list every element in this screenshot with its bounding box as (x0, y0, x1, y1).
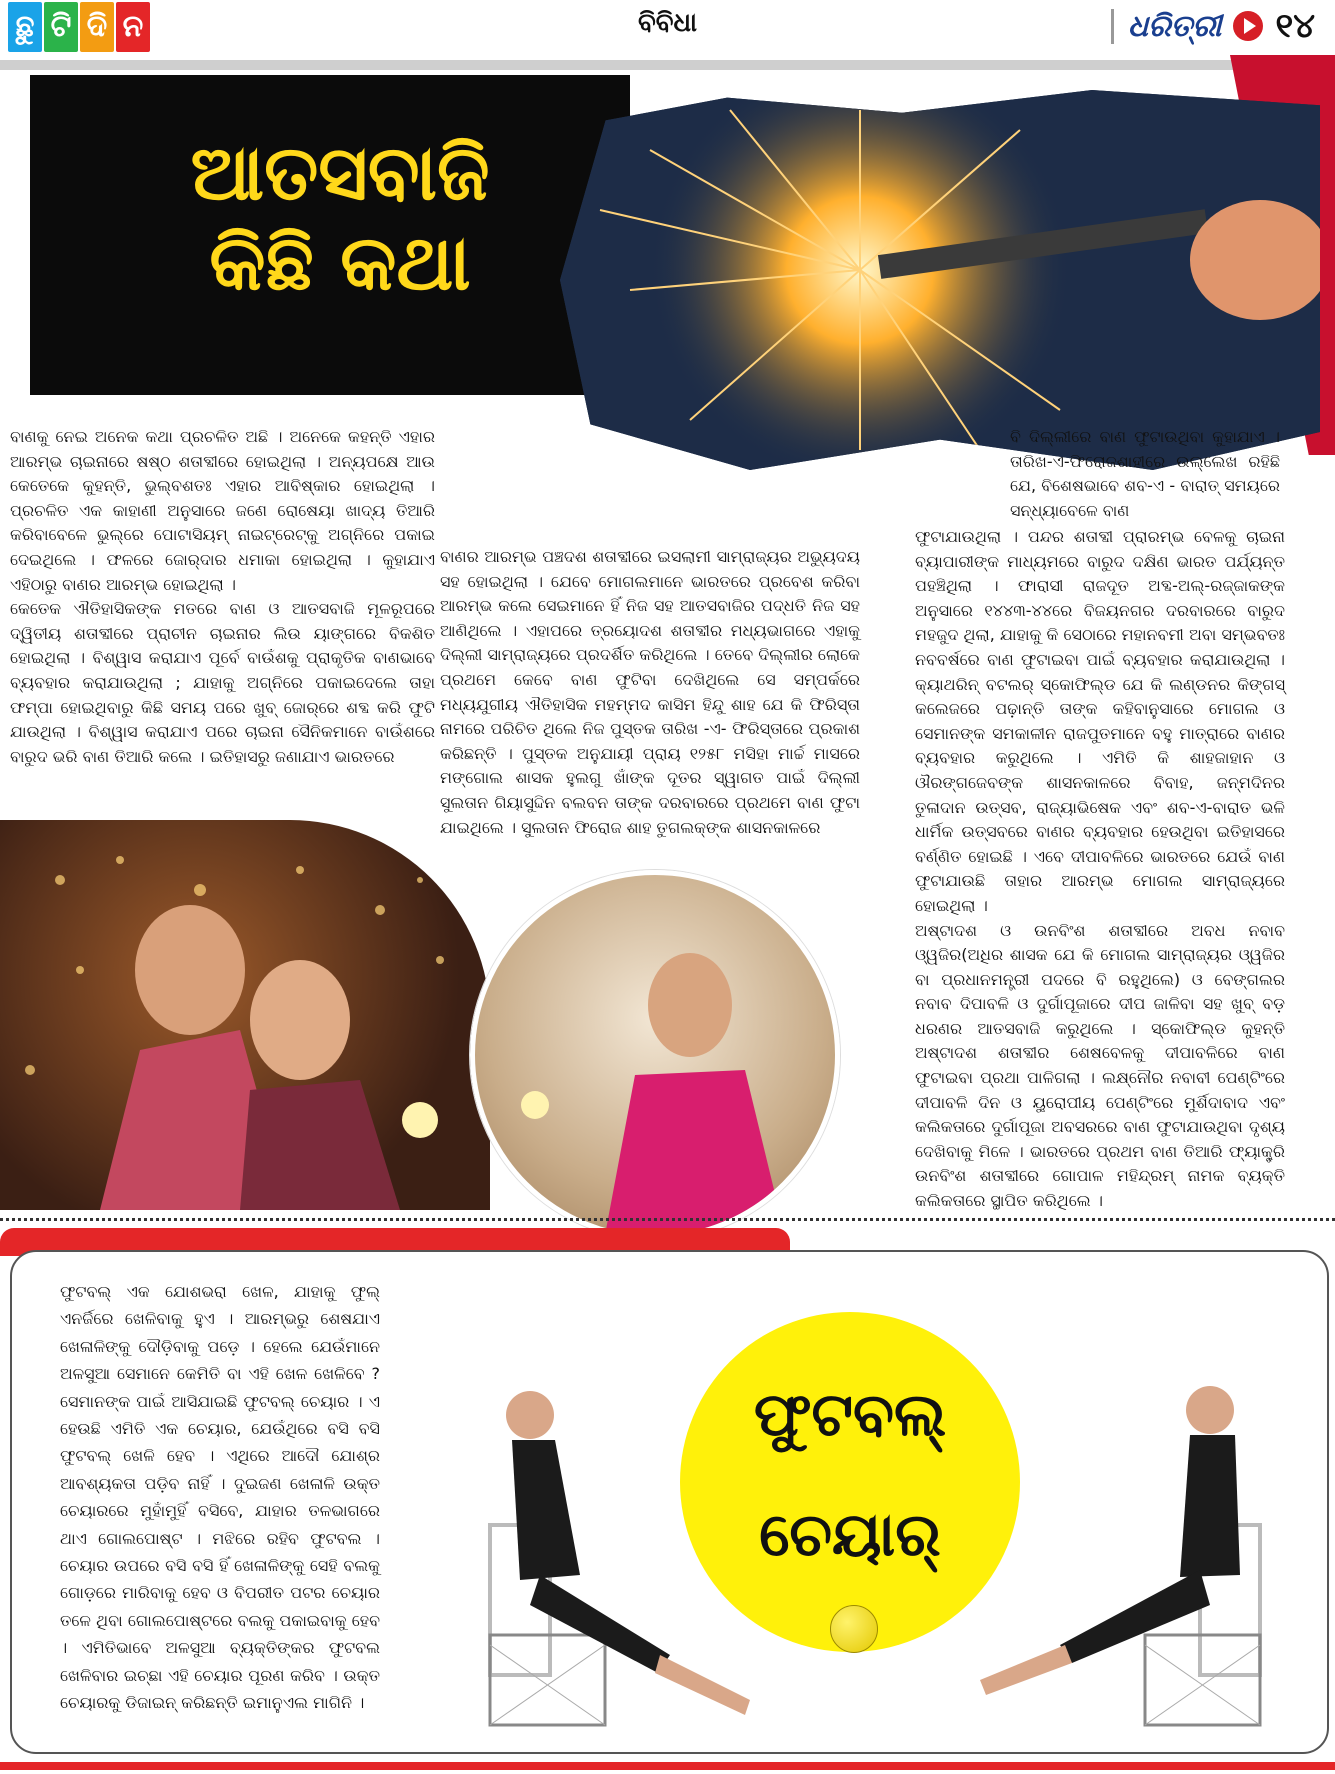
brand-name: ଧରିତ୍ରୀ (1111, 9, 1222, 44)
paragraph: ଅଷ୍ଟାଦଶ ଓ ଉନବିଂଶ ଶତାବ୍ଦୀରେ ଅବଧ ନବାବ ଓ୍ୱଜିର(ଅଧିର ଶାସକ ଯେ କି ମୋଗଲ ସାମ୍ରାଜ୍ୟର ଓ୍ୱଜିର ବା ପ୍ରଧାନମନ୍ତ୍ରୀ ପଦରେ ବି ରହୁଥିଲେ) ଓ ବେଙ୍ଗଲର ନବାବ ଦିପାବଳି ଓ ଦୁର୍ଗାପୂଜାରେ ଦୀପ ଜାଳିବା ସହ ଖୁବ୍ ବଡ଼ ଧରଣର ଆତସବାଜି କରୁଥିଲେ । ସ୍କୋଫିଲ୍ଡ କୁହନ୍ତି ଅଷ୍ଟାଦଶ ଶତାବ୍ଦୀର ଶେଷବେଳକୁ ଦୀପାବଳିରେ ବାଣ ଫୁଟାଇବା ପ୍ରଥା ପାଳିଗଲା । ଲକ୍ଷ୍ନୌର ନବାବୀ ପେଣ୍ଟିଂରେ ଦୀପାବଳି ଦିନ ଓ ୟୁରୋପୀୟ ପେଣ୍ଟିଂରେ ମୁର୍ଶିଦାବାଦ ଏବଂ କଲିକତାରେ ଦୁର୍ଗାପୂଜା ଅବସରରେ ବାଣ ଫୁଟାଯାଉଥିବା ଦୃଶ୍ୟ ଦେଖିବାକୁ ମିଳେ । ଭାରତରେ ପ୍ରଥମ ବାଣ ତିଆରି ଫ୍ୟାକ୍ଟ୍ରି ଉନବିଂଶ ଶତାବ୍ଦୀରେ ଗୋପାଳ ମହିନ୍ଦ୍ରମ୍ ନାମକ ବ୍ୟକ୍ତି କଲିକତାରେ ସ୍ଥାପିତ କରିଥିଲେ । (915, 920, 1285, 1211)
section-divider (0, 1218, 1335, 1221)
logo-letter: ଛୁ (8, 2, 42, 52)
paragraph: ବି ଦିଲ୍ଲୀରେ ବାଣ ଫୁଟାଉଥିବା କୁହାଯାଏ । ତାରିଖ-ଏ-ଫିରୋଜଶାହୀରେ ଉଲ୍ଲେଖ ରହିଛି ଯେ, ବିଶେଷଭାବେ ଶବ-ଏ - ବାରାତ୍ ସମୟରେ ସନ୍ଧ୍ୟାବେଳେ ବାଣ (1010, 427, 1280, 520)
headline-line-2: କିଛି କଥା (209, 218, 471, 307)
sparkler-illustration (560, 90, 1320, 470)
page-number: ୧୪ (1275, 6, 1315, 46)
logo-letter: ଦି (80, 2, 114, 52)
paragraph: ଫୁଟାଯାଉଥିଲା । ପନ୍ଦର ଶତାବ୍ଦୀ ପ୍ରାରମ୍ଭ ବେଳକୁ ଚାଇନା ବ୍ୟାପାରୀଙ୍କ ମାଧ୍ୟମରେ ବାରୁଦ ଦକ୍ଷିଣ ଭାରତ ପର୍ଯ୍ୟନ୍ତ ପହଞ୍ଚିଥିଲା । ଫାରାସୀ ରାଜଦୂତ ଅବ୍ଦ-ଅଲ୍-ରଜ୍ଜାକଙ୍କ ଅନୁସାରେ ୧୪୪୩-୪୪ରେ ବିଜୟନଗର ଦରବାରରେ ବାରୁଦ ମହଜୁଦ ଥିଲା, ଯାହାକୁ କି ସେଠାରେ ମହାନବମୀ ଅବା ସମ୍ଭବତଃ ନବବର୍ଷରେ ବାଣ ଫୁଟାଇବା ପାଇଁ ବ୍ୟବହାର କରାଯାଉଥିଲା । କ୍ୟାଥରିନ୍ ବଟଲର୍ ସ୍କୋଫିଲ୍ଡ ଯେ କି ଲଣ୍ଡନର କିଙ୍ଗସ୍ କଲେଜରେ ପଢ଼ାନ୍ତି ତାଙ୍କ କହିବାନୁସାରେ ମୋଗଲ ଓ ସେମାନଙ୍କ ସମକାଳୀନ ରାଜପୁତମାନେ ବହୁ ମାତ୍ରାରେ ବାଣର ବ୍ୟବହାର କରୁଥିଲେ । ଏମିତି କି ଶାହଜାହାନ ଓ ଔରଙ୍ଗଜେବଙ୍କ ଶାସନକାଳରେ ବିବାହ, ଜନ୍ମଦିନର ତୁଳାଦାନ ଉତ୍ସବ, ରାଜ୍ୟାଭିଷେକ ଏବଂ ଶବ-ଏ-ବାରାତ ଭଳି ଧାର୍ମିକ ଉତ୍ସବରେ ବାଣର ବ୍ୟବହାର ହେଉଥିବା ଇତିହାସରେ ବର୍ଣ୍ଣିତ ହୋଇଛି । ଏବେ ଦୀପାବଳିରେ ଭାରତରେ ଯେଉଁ ବାଣ ଫୁଟାଯାଉଛି ତାହାର ଆରମ୍ଭ ମୋଗଲ ସାମ୍ରାଜ୍ୟରେ ହୋଇଥିଲା । (915, 527, 1285, 915)
diwali-women-photo (0, 820, 490, 1210)
article-column-1 (10, 425, 435, 769)
play-icon (1233, 11, 1263, 41)
masthead-brand (1111, 6, 1315, 46)
paragraph: ବାଣର ଆରମ୍ଭ ପଞ୍ଚଦଶ ଶତାବ୍ଦୀରେ ଇସଲାମୀ ସାମ୍ରାଜ୍ୟର ଅଭ୍ୟୁଦୟ ସହ ହୋଇଥିଲା । ଯେବେ ମୋଗଲମାନେ ଭାରତରେ ପ୍ରବେଶ କରିବା ଆରମ୍ଭ କଲେ ସେଇମାନେ ହିଁ ନିଜ ସହ ଆତସବାଜିର ପଦ୍ଧତି ନିଜ ସହ ଆଣିଥିଲେ । ଏହାପରେ ତ୍ରୟୋଦଶ ଶତାବ୍ଦୀର ମଧ୍ୟଭାଗରେ ଏହାକୁ ଦିଲ୍ଲୀ ସାମ୍ରାଜ୍ୟରେ ପ୍ରଦର୍ଶିତ କରିଥିଲେ । ତେବେ ଦିଲ୍ଲୀର ଲୋକେ ପ୍ରଥମେ କେବେ ବାଣ ଫୁଟିବା ଦେଖିଥିଲେ ସେ ସମ୍ପର୍କରେ ମଧ୍ୟଯୁଗୀୟ ଐତିହାସିକ ମହମ୍ମଦ କାସିମ ହିନ୍ଦୁ ଶାହ ଯେ କି ଫିରିସ୍ତା ନାମରେ ପରିଚିତ ଥିଲେ ନିଜ ପୁସ୍ତକ ତାରିଖ -ଏ- ଫିରିସ୍ତାରେ ପ୍ରକାଶ କରିଛନ୍ତି । ପୁସ୍ତକ ଅନୁଯାୟୀ ପ୍ରାୟ ୧୨୫୮ ମସିହା ମାର୍ଚ୍ଚ ମାସରେ ମଙ୍ଗୋଲ ଶାସକ ହୁଲଗୁ ଖାଁଙ୍କ ଦୂତର ସ୍ୱାଗତ ପାଇଁ ଦିଲ୍ଲୀ ସୁଲତାନ ଗିୟାସୁଦ୍ଦିନ ବଲବନ ତାଙ୍କ ଦରବାରରେ ପ୍ରଥମେ ବାଣ ଫୁଟା ଯାଇଥିଲେ । ସୁଲତାନ ଫିରୋଜ ଶାହ ତୁଗଲକ୍‌ଙ୍କ ଶାସନକାଳରେ (440, 547, 860, 837)
football-headline-line-2: ଚେୟାର୍ (759, 1500, 941, 1570)
section-title: ବିବିଧା (638, 8, 697, 38)
football-chair-illustration (420, 1355, 1320, 1740)
left-player (506, 1391, 750, 1715)
paragraph: ବାଣକୁ ନେଇ ଅନେକ କଥା ପ୍ରଚଳିତ ଅଛି । ଅନେକେ କହନ୍ତି ଏହାର ଆରମ୍ଭ ଚାଇନାରେ ଷଷ୍ଠ ଶତାବ୍ଦୀରେ ହୋଇଥିଲା । ଅନ୍ୟପକ୍ଷେ ଆଉ କେତେକେ କୁହନ୍ତି, ଭୁଲ୍‌ବଶତଃ ଏହାର ଆବିଷ୍କାର ହୋଇଥିଲା । ପ୍ରଚଳିତ ଏକ କାହାଣୀ ଅନୁସାରେ ଜଣେ ରୋଷେୟା ଖାଦ୍ୟ ତିଆରି କରିବାବେଳେ ଭୁଲ୍‌ରେ ପୋଟାସିୟମ୍ ନାଇଟ୍ରେଟ୍‌କୁ ଅଗ୍ନିରେ ପକାଇ ଦେଇଥିଲେ । ଫଳରେ ଜୋର୍‌ଦାର ଧମାକା ହୋଇଥିଲା । କୁହାଯାଏ ଏହିଠାରୁ ବାଣର ଆରମ୍ଭ ହୋଇଥିଲା । (10, 427, 435, 594)
diwali-woman-sparkler-photo (470, 870, 840, 1240)
logo-letter: ଟି (44, 2, 78, 52)
article-column-3-top (1010, 425, 1280, 523)
sparkler-photo (560, 90, 1320, 470)
article-column-2 (440, 545, 860, 840)
logo-letter: ନ (116, 2, 150, 52)
football-headline-line-1: ଫୁଟବଲ୍ (753, 1380, 947, 1450)
photo-illustration (0, 820, 490, 1210)
paragraph: କେତେକ ଐତିହାସିକଙ୍କ ମତରେ ବାଣ ଓ ଆତସବାଜି ମୂଳରୂପରେ ଦ୍ୱିତୀୟ ଶତାବ୍ଦୀରେ ପ୍ରାଚୀନ ଚାଇନାର ଲିଉ ୟାଙ୍ଗରେ ବିକଶିତ ହୋଇଥିଲା । ବିଶ୍ୱାସ କରାଯାଏ ପୂର୍ବେ ବାଉଁଶକୁ ପ୍ରାକୃତିକ ବାଣଭାବେ ବ୍ୟବହାର କରାଯାଉଥିଲା ; ଯାହାକୁ ଅଗ୍ନିରେ ପକାଇଦେଲେ ତାହା ଫମ୍ପା ହୋଇଥିବାରୁ କିଛି ସମୟ ପରେ ଖୁବ୍ ଜୋର୍‌ରେ ଶବ୍ଦ କରି ଫୁଟି ଯାଉଥିଲା । ବିଶ୍ୱାସ କରାଯାଏ ପରେ ଚାଇନା ସୈନିକମାନେ ବାଉଁଶରେ ବାରୁଦ ଭରି ବାଣ ତିଆରି କଲେ । ଇତିହାସରୁ ଜଣାଯାଏ ଭାରତରେ (10, 599, 435, 766)
headline-line-1: ଆତସବାଜି (190, 128, 490, 217)
football-icon (830, 1605, 878, 1653)
header-divider (0, 60, 1335, 70)
paragraph: ଫୁଟବଲ୍ ଏକ ଯୋଶଭରା ଖେଳ, ଯାହାକୁ ଫୁଲ୍ ଏନର୍ଜିରେ ଖେଳିବାକୁ ହୁଏ । ଆରମ୍ଭରୁ ଶେଷଯାଏ ଖେଳାଳିଙ୍କୁ ଦୌଡ଼ିବାକୁ ପଡ଼େ । ହେଲେ ଯେଉଁମାନେ ଅଳସୁଆ ସେମାନେ କେମିତି ବା ଏହି ଖେଳ ଖେଳିବେ ? ସେମାନଙ୍କ ପାଇଁ ଆସିଯାଇଛି ଫୁଟବଲ୍ ଚେୟାର । ଏ ହେଉଛି ଏମିତି ଏକ ଚେୟାର, ଯେଉଁଥିରେ ବସି ବସି ଫୁଟବଲ୍ ଖେଳି ହେବ । ଏଥିରେ ଆଦୌ ଯୋଶ୍‌ର ଆବଶ୍ୟକତା ପଡ଼ିବ ନାହିଁ । ଦୁଇଜଣ ଖେଳାଳି ଉକ୍ତ ଚେୟାରରେ ମୁହାଁମୁହିଁ ବସିବେ, ଯାହାର ତଳଭାଗରେ ଥାଏ ଗୋଲପୋଷ୍ଟ । ମଝିରେ ରହିବ ଫୁଟବଲ । ଚେୟାର ଉପରେ ବସି ବସି ହିଁ ଖେଳାଳିଙ୍କୁ ସେହି ବଲକୁ ଗୋଡ଼ରେ ମାରିବାକୁ ହେବ ଓ ବିପରୀତ ପଟର ଚେୟାର ତଳେ ଥିବା ଗୋଲପୋଷ୍ଟରେ ବଲକୁ ପକାଇବାକୁ ହେବ । ଏମିତିଭାବେ ଅଳସୁଆ ବ୍ୟକ୍ତିଙ୍କର ଫୁଟବଲ ଖେଳିବାର ଇଚ୍ଛା ଏହି ଚେୟାର ପୂରଣ କରିବ । ଉକ୍ତ ଚେୟାରକୁ ଡିଜାଇନ୍ କରିଛନ୍ତି ଇମାନୁଏଲ ମାଗିନି । (60, 1282, 380, 1713)
football-chair-text (60, 1278, 380, 1717)
photo-illustration (475, 875, 835, 1235)
footer-band (0, 1762, 1335, 1770)
article-column-3 (915, 525, 1285, 1214)
